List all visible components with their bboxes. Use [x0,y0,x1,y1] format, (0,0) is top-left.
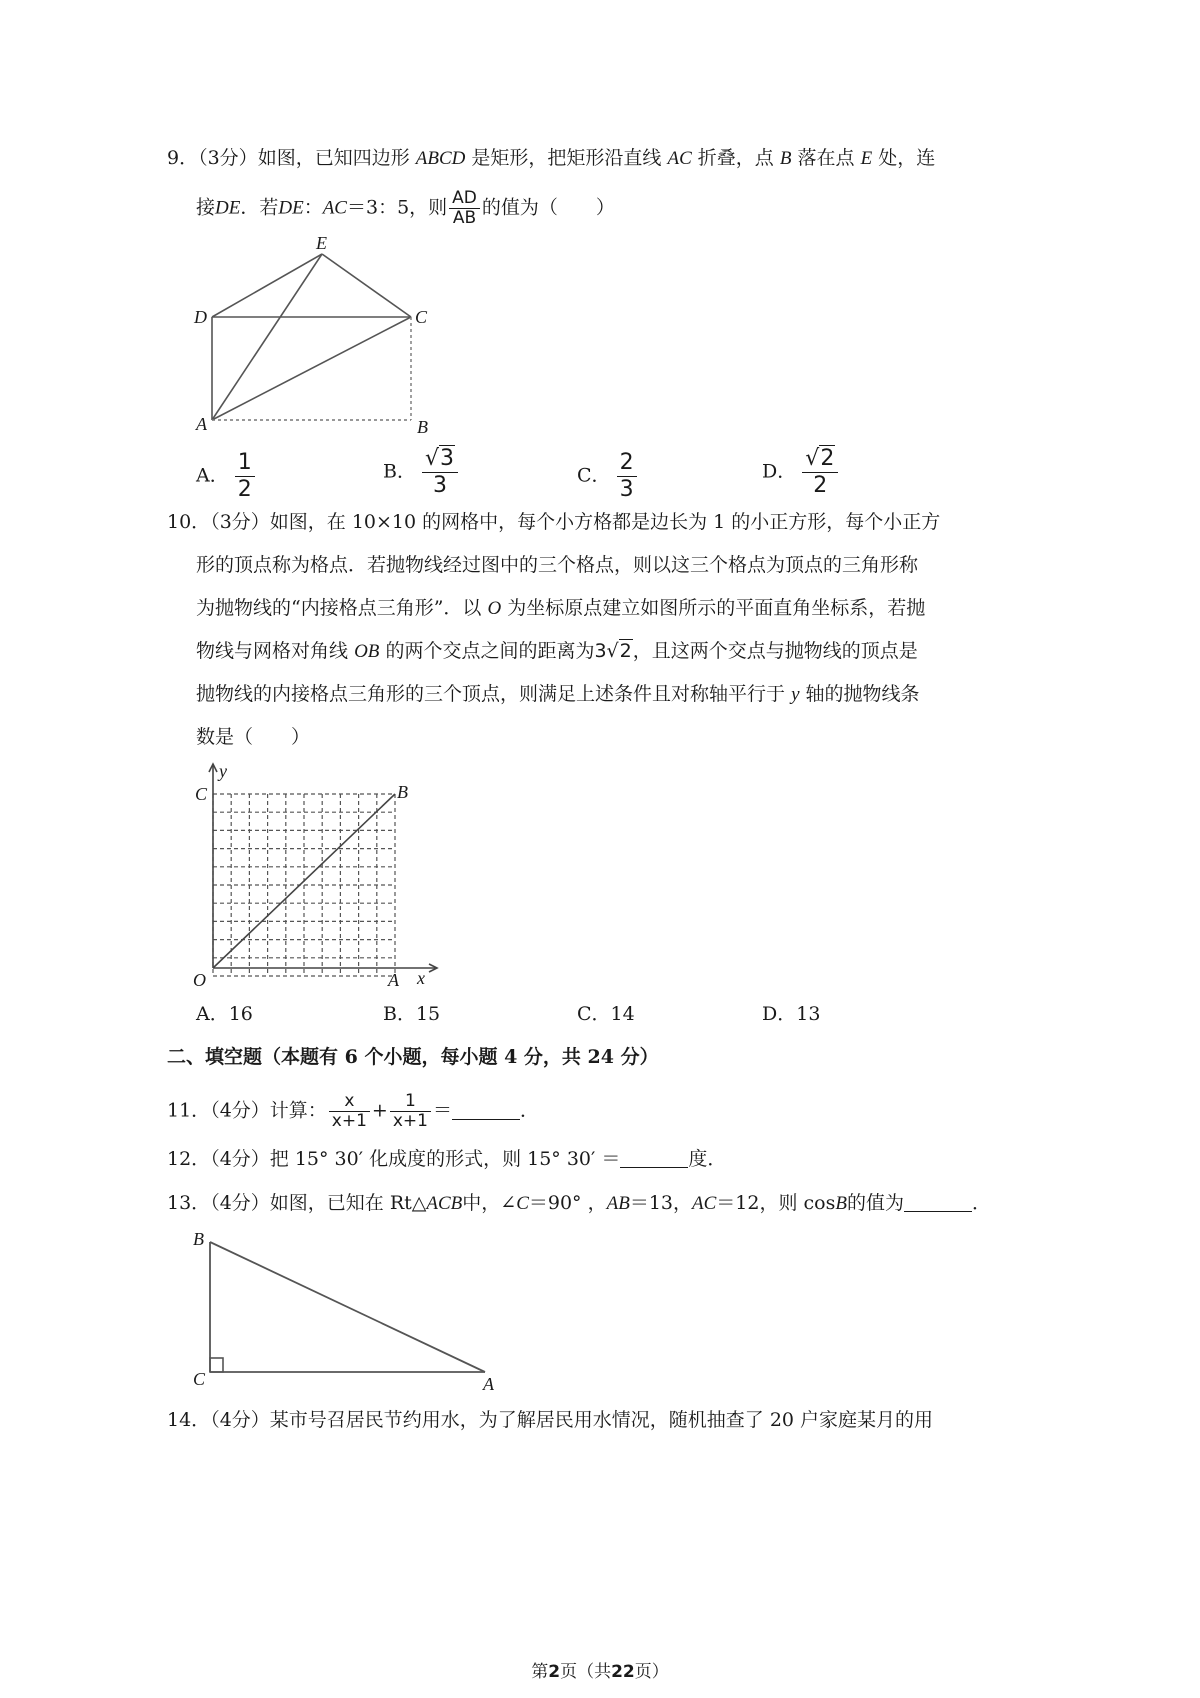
label-y: y [219,761,227,781]
grid-lines [213,794,395,976]
q9-option-b[interactable]: B． $\frac{√3}{3}$ [383,446,458,499]
edge-ec [322,254,411,317]
q10-option-b[interactable]: B．15 [383,1003,441,1025]
q12-line: 12．（4分）把 15° 30′ 化成度的形式，则 15° 30′ ＝ 度． [167,1148,727,1170]
label-b: B [417,417,428,437]
diagonal-ac [212,317,411,420]
q12-answer-blank[interactable] [620,1147,688,1168]
label-a: A [388,970,399,990]
q9-option-d[interactable]: D． $\frac{√2}{2}$ [762,446,838,499]
label-a: A [483,1374,494,1394]
q10-line-6: 数是（ ） [196,726,311,748]
side-ba [210,1242,485,1372]
q13-triangle-figure [185,1225,505,1395]
q13-line: 13．（4分）如图，已知在 Rt△ACB中，∠C＝90° ，AB＝13，AC＝12，则 cosB的值为 ． [167,1192,991,1214]
label-d: D [194,307,207,327]
edge-de [212,254,322,317]
current-page-number: 2 [548,1662,561,1682]
label-o: O [193,970,206,990]
section-2-heading: 二、填空题（本题有 6 个小题，每小题 4 分，共 24 分） [167,1046,659,1068]
q10-option-d[interactable]: D．13 [762,1003,821,1025]
q9-rectangle-figure [180,230,460,445]
q9-option-a[interactable]: A． $\frac{1}{2}$ [196,450,255,503]
q11-line: 11．（4分）计算： $\frac{x}{x+1}$ + $\frac{1}{x+1}$ ＝ ． [167,1091,539,1131]
q14-line-1: 14．（4分）某市号召居民节约用水，为了解居民用水情况，随机抽查了 20 户家庭某月的用 [167,1409,934,1431]
q13-answer-blank[interactable] [904,1191,972,1212]
q11-answer-blank[interactable] [452,1099,520,1120]
q10-line-4: 物线与网格对角线 OB 的两个交点之间的距离为3√2，且这两个交点与抛物线的顶点是 [196,640,918,662]
label-c: C [415,307,428,327]
q9-option-c[interactable]: C． $\frac{2}{3}$ [577,450,637,503]
edge-ae [212,254,322,420]
q9-line-1: 9．（3分）如图，已知四边形 ABCD 是矩形，把矩形沿直线 AC 折叠，点 B 落在点 E 处，连 [167,147,936,169]
q10-line-5: 抛物线的内接格点三角形的三个顶点，则满足上述条件且对称轴平行于 y 轴的抛物线条 [196,683,920,705]
q10-line-1: 10．（3分）如图，在 10×10 的网格中，每个小方格都是边长为 1 的小正方形，每个小正方 [167,511,941,533]
q9-line-2: 接DE．若DE：AC＝3：5，则 $\frac{AD}{AB}$ 的值为（ ） [196,188,615,228]
q10-line-3: 为抛物线的“内接格点三角形”．以 O 为坐标原点建立如图所示的平面直角坐标系，若抛 [196,597,926,619]
q11-fraction-2: $\frac{1}{x+1}$ [390,1092,431,1131]
q11-fraction-1: $\frac{x}{x+1}$ [329,1092,370,1131]
q10-option-a[interactable]: A．16 [196,1003,253,1025]
q10-option-c[interactable]: C．14 [577,1003,635,1025]
label-c: C [195,784,208,804]
total-pages: 22 [611,1662,635,1682]
label-a: A [196,414,207,434]
label-b: B [397,782,408,802]
page-footer: 第2页（共22页） [531,1662,669,1682]
q10-line-2: 形的顶点称为格点．若抛物线经过图中的三个格点，则以这三个格点为顶点的三角形称 [196,554,919,576]
q9-ratio-fraction: $\frac{AD}{AB}$ [449,189,480,228]
label-e: E [316,233,327,253]
right-angle-mark-icon [210,1358,223,1372]
label-b: B [193,1229,204,1249]
label-x: x [417,968,425,988]
label-c: C [193,1369,206,1389]
q10-grid-figure [185,760,450,1000]
